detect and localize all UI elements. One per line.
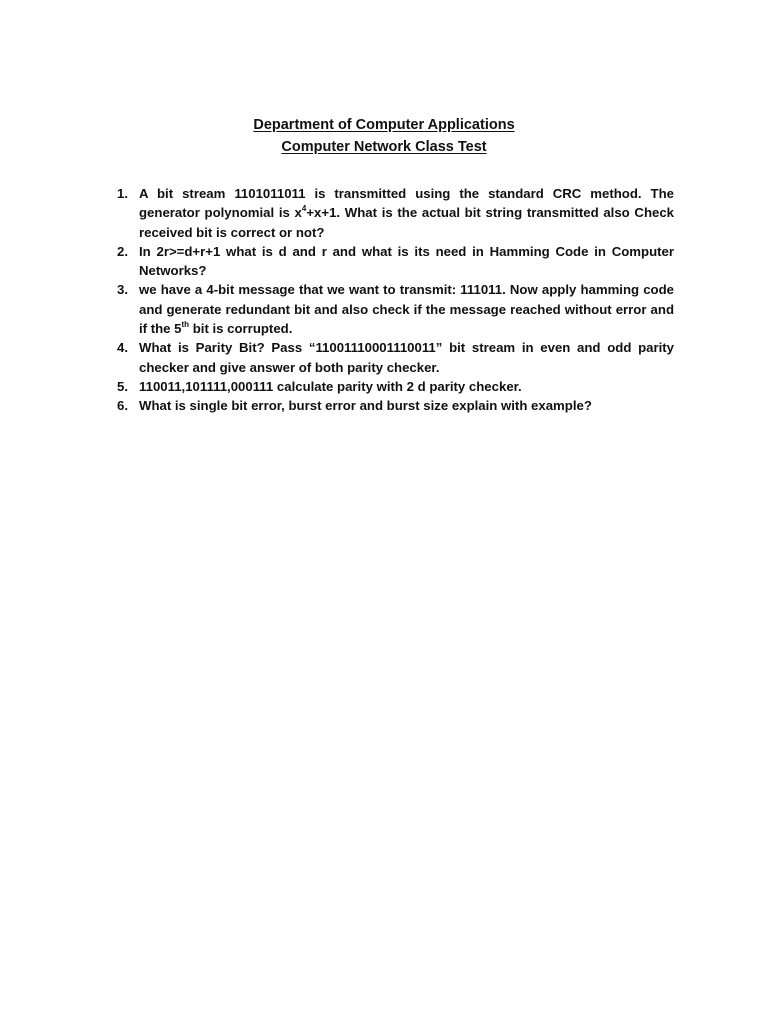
question-item (112, 396, 674, 415)
question-text: In 2r>=d+r+1 what is d and r and what is its need in Hamming Code in Computer Networks? (139, 243, 674, 279)
question-item (112, 338, 674, 377)
department-heading: Department of Computer Applications (253, 117, 515, 133)
question-number: 4. (117, 340, 128, 356)
question-text-continued: bit is corrupted. (189, 321, 293, 337)
superscript: 4 (301, 203, 307, 213)
question-list (112, 184, 674, 416)
question-item (112, 184, 674, 242)
question-number: 5. (117, 378, 128, 394)
question-number: 6. (117, 398, 128, 414)
question-item (112, 280, 674, 338)
question-text: What is single bit error, burst error and burst size explain with example? (139, 398, 592, 414)
question-text: What is Parity Bit? Pass “11001110001110011” bit stream in even and odd parity checker and give answer of both parity checker. (139, 340, 674, 375)
test-title: Computer Network Class Test (281, 139, 487, 155)
question-number: 3. (117, 282, 128, 298)
question-text-continued: +x+1. What is the actual bit string transmitted also Check received bit is correct or not? (139, 205, 674, 240)
question-text: 110011,101111,000111 calculate parity with 2 d parity checker. (139, 378, 522, 394)
question-text: we have a 4-bit message that we want to transmit: 111011. Now apply hamming code and generate redundant bit and also check if the message reached without error and if the 5 (139, 282, 674, 337)
superscript: th (181, 319, 190, 329)
question-item (112, 242, 674, 281)
question-number: 2. (117, 243, 128, 259)
question-number: 1. (117, 186, 128, 201)
question-item (112, 377, 674, 396)
question-text: A bit stream 1101011011 is transmitted using the standard CRC method. The generator polynomial is x (139, 186, 674, 221)
